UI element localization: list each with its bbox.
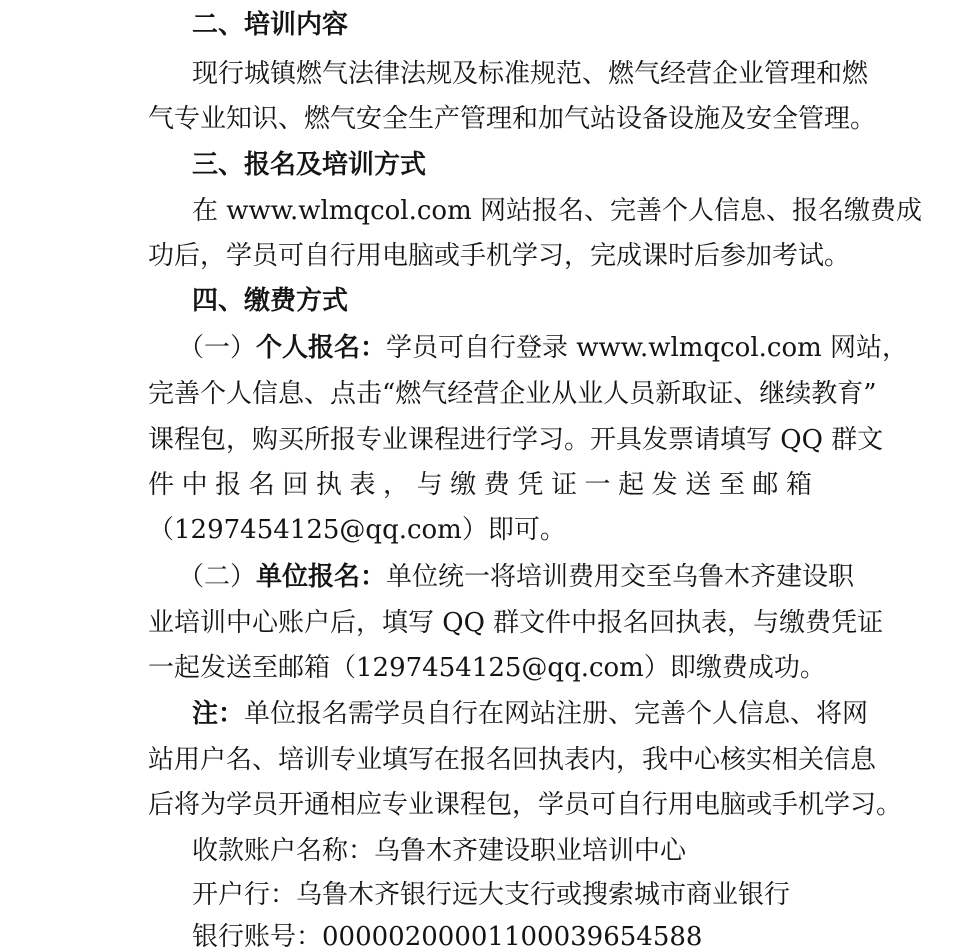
note-line-1 bbox=[192, 701, 868, 727]
section-heading-payment: 四、缴费方式 bbox=[192, 286, 349, 316]
training-content-line-2: 气专业知识、燃气安全生产管理和加气站设备设施及安全管理。 bbox=[148, 104, 877, 134]
note-title: 注： bbox=[192, 699, 245, 729]
individual-registration-line-4: 件中报名回执表，与缴费凭证一起发送至邮箱 bbox=[148, 470, 812, 500]
unit-registration-line-1 bbox=[178, 564, 854, 590]
section-heading-training-content: 二、培训内容 bbox=[192, 10, 349, 40]
section-heading-registration: 三、报名及培训方式 bbox=[192, 150, 427, 180]
bank-name: 开户行：乌鲁木齐银行远大支行或搜索城市商业银行 bbox=[192, 880, 791, 910]
individual-registration-line-5: （1297454125@qq.com）即可。 bbox=[148, 515, 566, 545]
individual-registration-line-3: 课程包，购买所报专业课程进行学习。开具发票请填写 QQ 群文 bbox=[148, 425, 884, 455]
unit-registration-line-3: 一起发送至邮箱（1297454125@qq.com）即缴费成功。 bbox=[148, 653, 826, 683]
item-label: （一） bbox=[178, 333, 257, 363]
unit-registration-line-2: 业培训中心账户后，填写 QQ 群文件中报名回执表，与缴费凭证 bbox=[148, 608, 884, 638]
item-text: 学员可自行登录 www.wlmqcol.com 网站， bbox=[386, 333, 909, 363]
registration-line-2: 功后，学员可自行用电脑或手机学习，完成课时后参加考试。 bbox=[148, 241, 851, 271]
account-name: 收款账户名称：乌鲁木齐建设职业培训中心 bbox=[192, 836, 687, 866]
training-content-line-1: 现行城镇燃气法律法规及标准规范、燃气经营企业管理和燃 bbox=[192, 59, 869, 89]
item-text: 单位统一将培训费用交至乌鲁木齐建设职 bbox=[386, 562, 855, 592]
note-line-2: 站用户名、培训专业填写在报名回执表内，我中心核实相关信息 bbox=[148, 745, 877, 775]
item-title: 个人报名： bbox=[256, 333, 387, 363]
individual-registration-line-2: 完善个人信息、点击“燃气经营企业从业人员新取证、继续教育” bbox=[148, 379, 877, 409]
note-line-3: 后将为学员开通相应专业课程包，学员可自行用电脑或手机学习。 bbox=[148, 790, 903, 820]
individual-registration-line-1 bbox=[178, 335, 908, 361]
item-label: （二） bbox=[178, 562, 257, 592]
bank-account-number: 银行账号：00000200001100039654588 bbox=[192, 922, 703, 952]
note-text: 单位报名需学员自行在网站注册、完善个人信息、将网 bbox=[244, 699, 869, 729]
item-title: 单位报名： bbox=[256, 562, 387, 592]
registration-line-1: 在 www.wlmqcol.com 网站报名、完善个人信息、报名缴费成 bbox=[192, 196, 923, 226]
